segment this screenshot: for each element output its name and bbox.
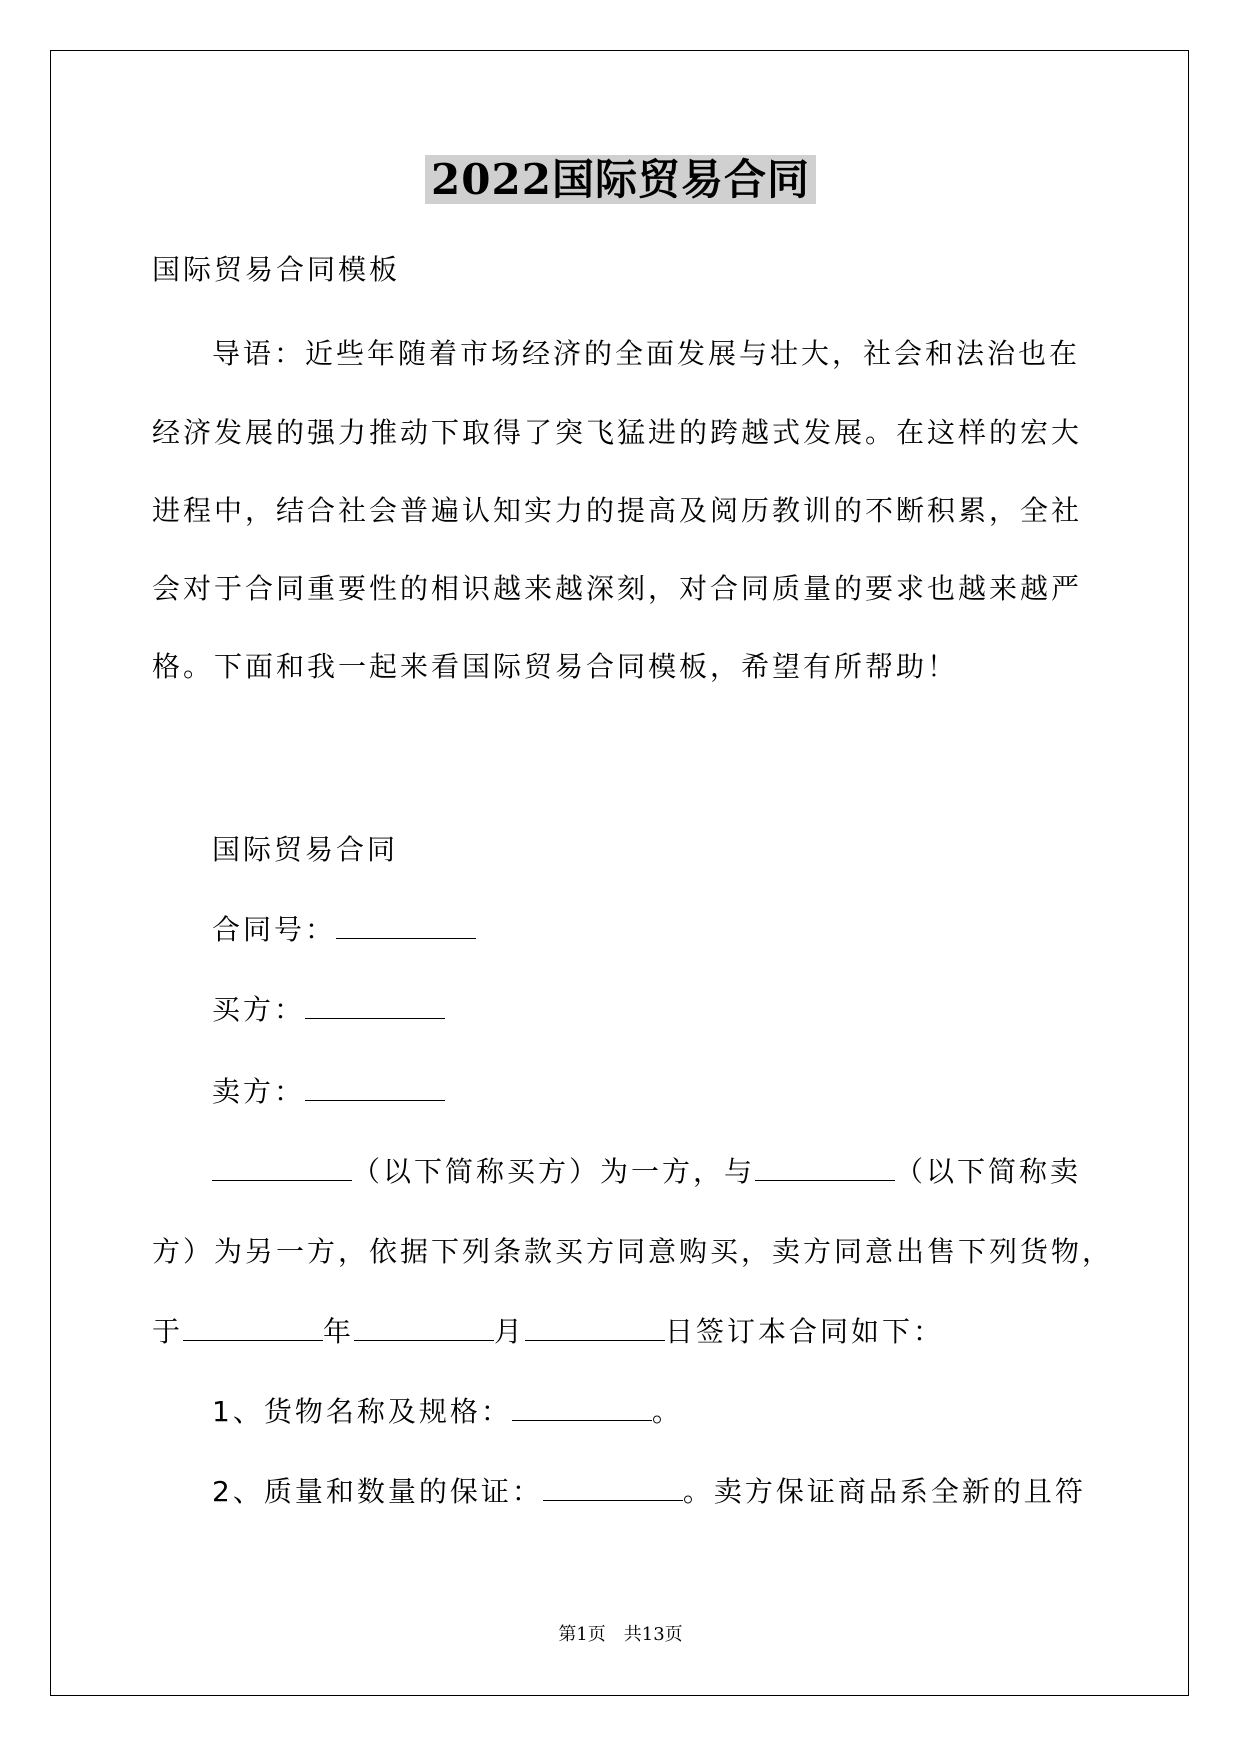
intro-line-3: 进程中，结合社会普遍认知实力的提高及阅历教训的不断积累，全社 xyxy=(152,494,1083,527)
buyer-blank xyxy=(305,996,445,1019)
item-2-suffix: 。卖方保证商品系全新的且符 xyxy=(682,1475,1086,1508)
page-number: 第1页 共13页 xyxy=(558,1624,683,1645)
document-subtitle: 国际贸易合同模板 xyxy=(152,253,401,286)
seller-row xyxy=(212,1072,445,1112)
item-1-row xyxy=(212,1392,683,1432)
day-suffix: 日签订本合同如下： xyxy=(665,1315,945,1348)
year-blank xyxy=(183,1318,323,1341)
day-blank xyxy=(525,1318,665,1341)
contract-heading: 国际贸易合同 xyxy=(212,833,399,866)
item-1-label: 1、货物名称及规格： xyxy=(212,1395,512,1428)
item-1-blank xyxy=(512,1398,652,1421)
document-title-text: 2022国际贸易合同 xyxy=(425,155,816,204)
parties-line-2: 方）为另一方，依据下列条款买方同意购买，卖方同意出售下列货物， xyxy=(152,1235,1114,1268)
intro-line-2: 经济发展的强力推动下取得了突飞猛进的跨越式发展。在这样的宏大 xyxy=(152,416,1083,449)
intro-line-4: 会对于合同重要性的相识越来越深刻，对合同质量的要求也越来越严 xyxy=(152,572,1083,605)
item-1-suffix: 。 xyxy=(651,1395,683,1428)
parties-seg-1: （以下简称买方）为一方，与 xyxy=(352,1155,756,1188)
seller-label: 卖方： xyxy=(212,1075,306,1108)
item-2-label: 2、质量和数量的保证： xyxy=(212,1475,543,1508)
buyer-name-blank xyxy=(212,1158,352,1181)
contract-number-blank xyxy=(336,916,476,939)
item-2-blank xyxy=(543,1478,683,1501)
seller-blank xyxy=(305,1078,445,1101)
contract-number-label: 合同号： xyxy=(212,913,337,946)
parties-line-3 xyxy=(152,1312,944,1352)
intro-line-1: 导语：近些年随着市场经济的全面发展与壮大，社会和法治也在 xyxy=(212,337,1081,370)
year-label: 年 xyxy=(323,1315,355,1348)
item-2-row xyxy=(212,1472,1086,1512)
parties-seg-2: （以下简称卖 xyxy=(895,1155,1082,1188)
document-title xyxy=(0,150,1241,210)
parties-line-1 xyxy=(212,1152,1081,1192)
buyer-row xyxy=(212,990,445,1030)
month-label: 月 xyxy=(494,1315,526,1348)
buyer-label: 买方： xyxy=(212,993,306,1026)
contract-number-row xyxy=(212,910,476,950)
date-prefix: 于 xyxy=(152,1315,184,1348)
month-blank xyxy=(354,1318,494,1341)
intro-line-5: 格。下面和我一起来看国际贸易合同模板，希望有所帮助！ xyxy=(152,650,959,683)
page-border xyxy=(50,50,1189,1696)
seller-name-blank xyxy=(755,1158,895,1181)
